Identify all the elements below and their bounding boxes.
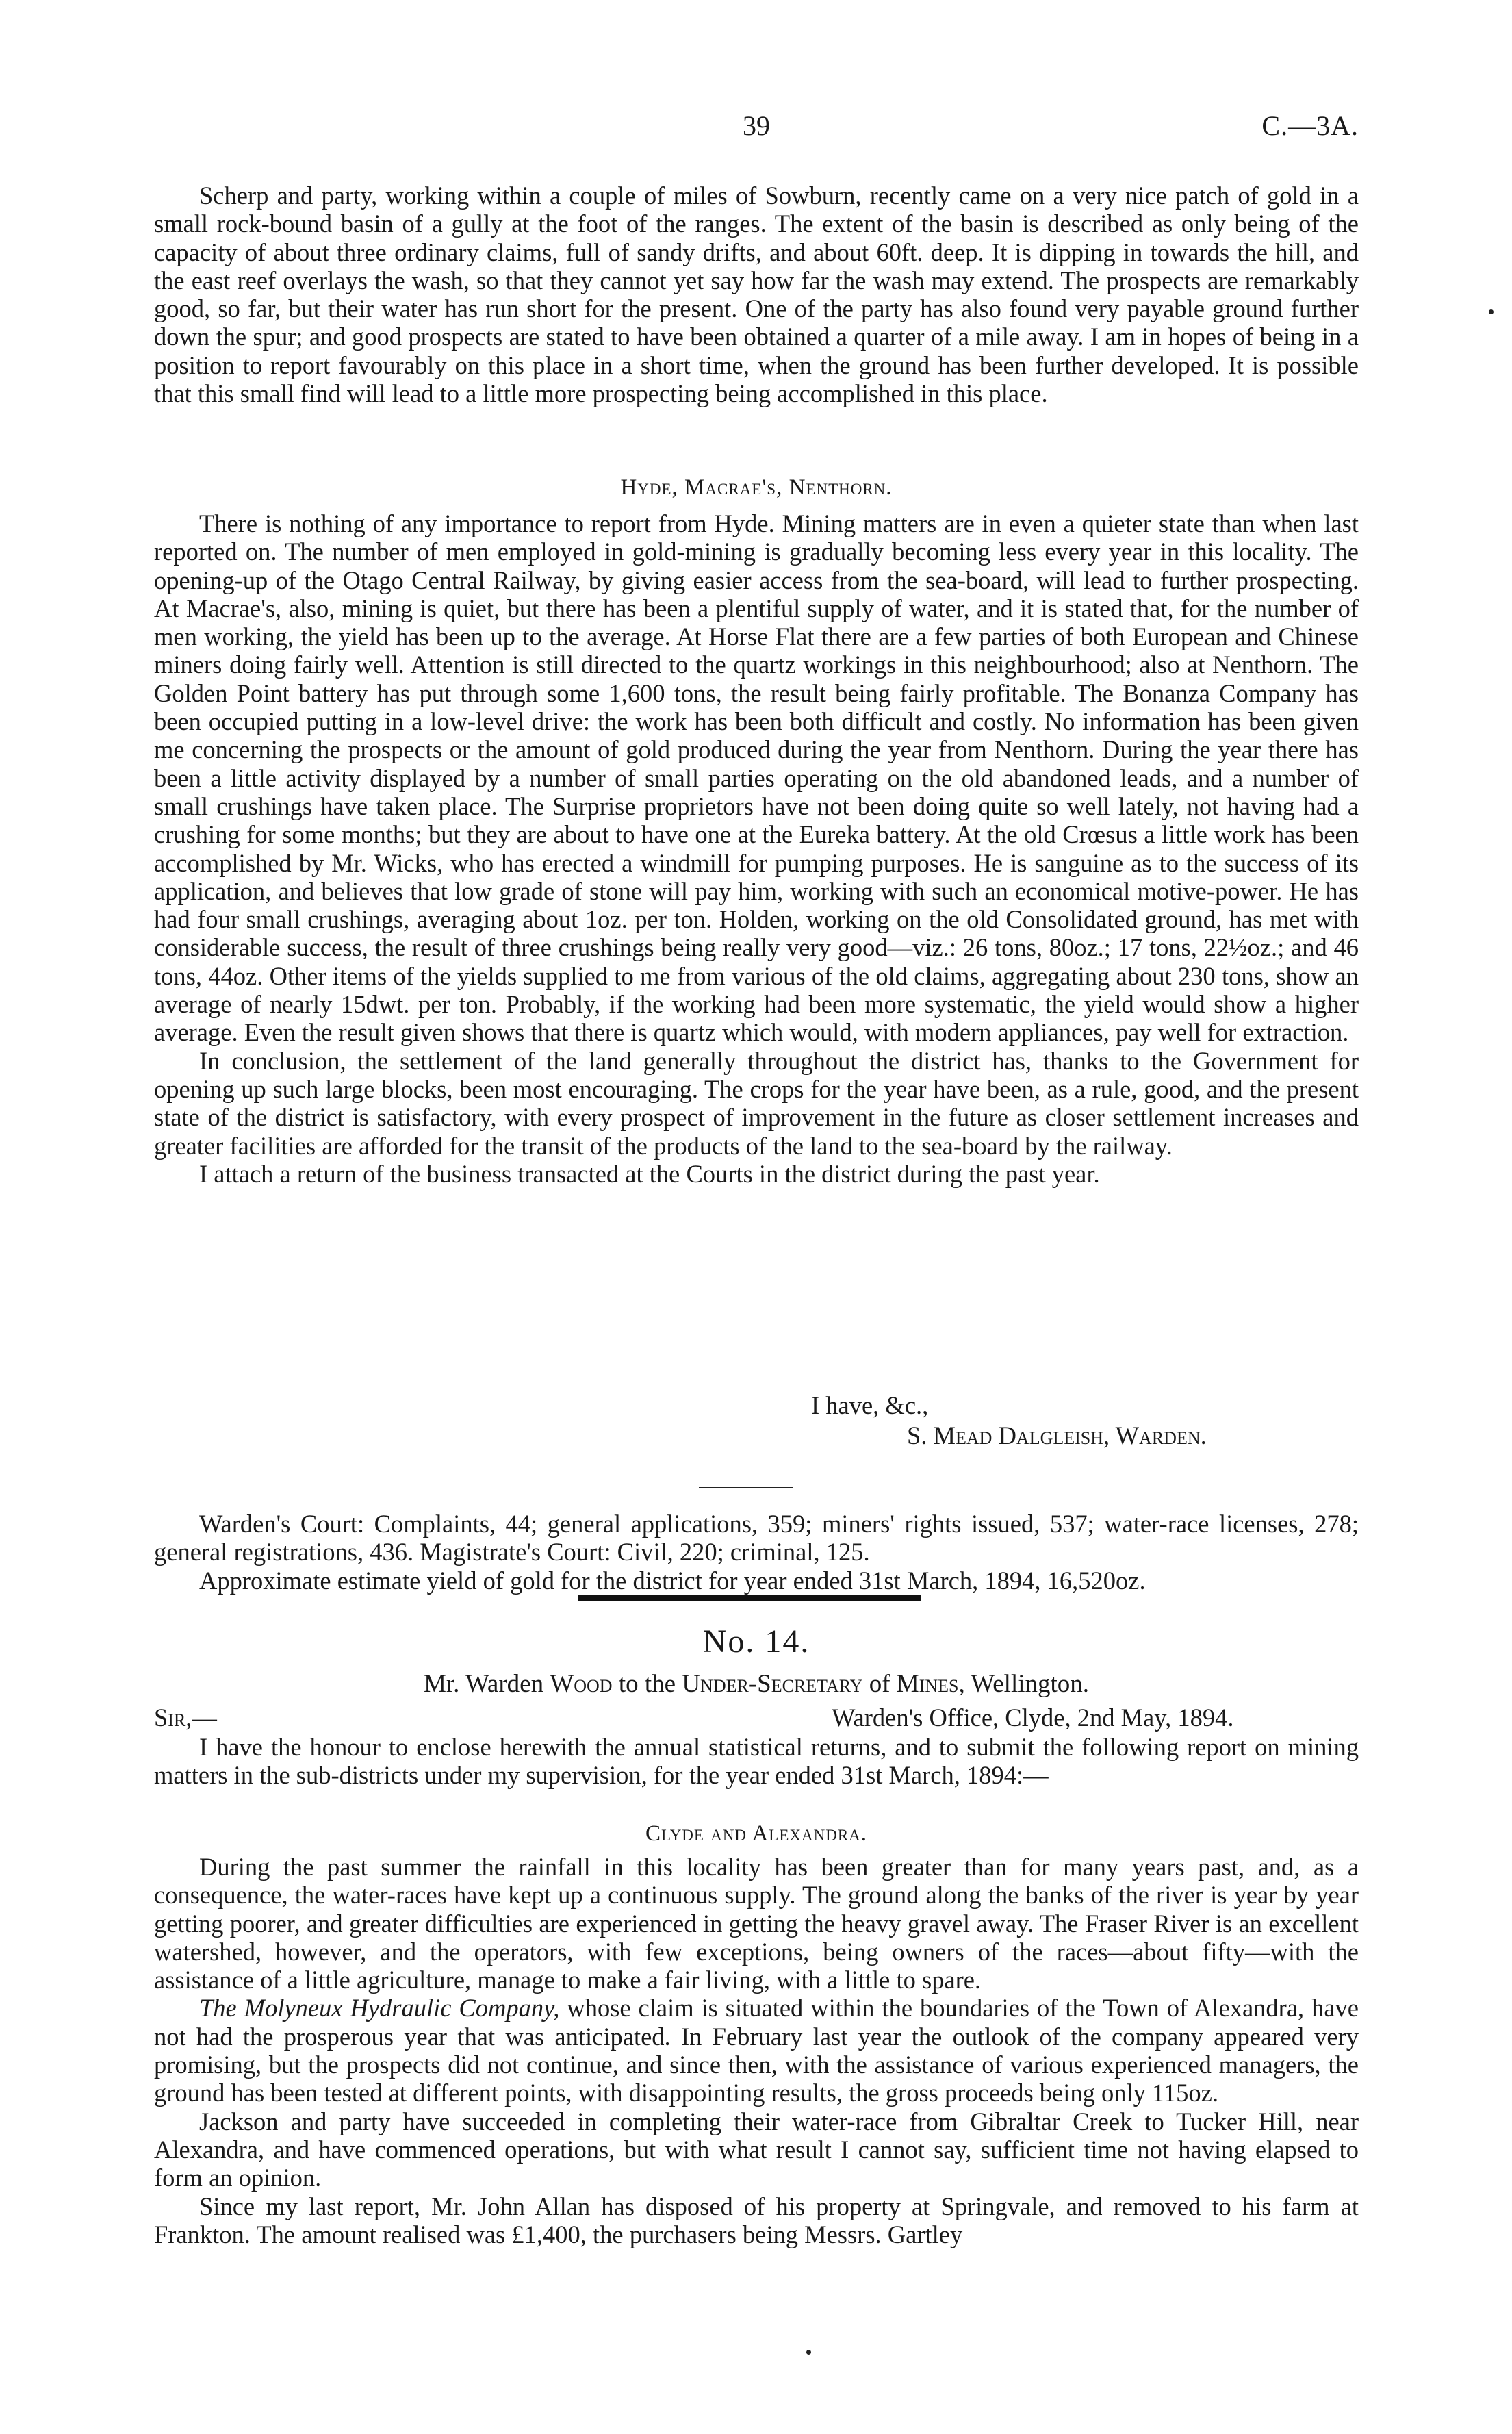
paragraph-body: whose claim is situated within the boundaries of the Town of Alexandra, have not had the prosperous year that was anticipated. In February last year the outlook of the company appeared very promising, but the prospects did not continue, and since then, with the assistance of various experienced managers, the ground has been tested at different points, with disappointing results, the gross proceeds being only 115oz. (154, 1994, 1359, 2107)
section-divider (578, 1595, 921, 1601)
addressee-dept: Mines (896, 1670, 959, 1698)
paragraph: Jackson and party have succeeded in completing their water-race from Gibraltar Creek to Tucker Hill, near Alexandra, and have commenced operations, but with what result I cannot say, sufficient time not having elapsed to form an opinion. (154, 2107, 1359, 2192)
intro (154, 1733, 1359, 1790)
section-heading: Clyde and Alexandra. (645, 1821, 868, 1846)
divider (699, 1487, 793, 1488)
addressee-of: of (862, 1670, 897, 1698)
company-name: The Molyneux Hydraulic Company, (199, 1994, 560, 2023)
paragraph (154, 1994, 1359, 2107)
paragraph: Since my last report, Mr. John Allan has disposed of his property at Springvale, and removed to his farm at Frankton. The amount realised was £1,400, the purchasers being Messrs. Gartley (154, 2192, 1359, 2248)
addressee-place: , Wellington. (958, 1670, 1090, 1698)
speck-mark (1489, 309, 1494, 314)
speck-mark (806, 2350, 811, 2355)
returns-yield: Approximate estimate yield of gold for the district for year ended 31st March, 1894, 16,520oz. (199, 1566, 1146, 1595)
paragraph: In conclusion, the settlement of the land generally throughout the district has, thanks to the Government for opening up such large blocks, been most encouraging. The crops for the year have been, as a rule, good, and the present state of the district is satisfactory, with every prospect of improvement in the future as closer settlement increases and greater facilities are afforded for the transit of the products of the land to the sea-board by the railway. (154, 1046, 1359, 1160)
paragraph: There is nothing of any importance to report from Hyde. Mining matters are in even a quieter state than when last reported on. The number of men employed in gold-mining is gradually becoming less every year in this locality. The opening-up of the Otago Central Railway, by giving easier access from the sea-board, will lead to further prospecting. At Macrae's, also, mining is quiet, but there has been a plentiful supply of water, and it is stated that, for the number of men working, the yield has been up to the average. At Horse Flat there are a few parties of both European and Chinese miners doing fairly well. Attention is still directed to the quartz workings in this neighbourhood; also at Nenthorn. The Golden Point battery has put through some 1,600 tons, the result being fairly profitable. The Bonanza Company has been occupied putting in a low-level drive: the work has been both difficult and costly. No information has been given me concerning the prospects or the amount of gold produced during the year from Nenthorn. During the year there has been a little activity displayed by a number of small parties operating on the old abandoned leads, and a number of small crushings have taken place. The Surprise proprietors have not been doing quite so well lately, not having had a crushing for some months; but they are about to have one at the Eureka battery. At the old Crœsus a little work has been accomplished by Mr. Wicks, who has erected a windmill for pumping purposes. He is sanguine as to the success of its application, and believes that low grade of stone will pay him, working with such an economical motive-power. He has had four small crushings, averaging about 1oz. per ton. Holden, working on the old Consolidated ground, has met with considerable success, the result of three crushings being really very good—viz.: 26 tons, 80oz.; 17 tons, 22½oz.; and 46 tons, 44oz. Other items of the yields supplied to me from various of the old claims, aggregating about 230 tons, show an average of nearly 15dwt. per ton. Probably, if the working had been more systematic, the yield would show a higher average. Even the result given shows that there is quartz which would, with modern appliances, pay well for extraction. (154, 509, 1359, 1047)
paragraph: I have the honour to enclose herewith the annual statistical returns, and to submit the following report on mining matters in the sub-districts under my supervision, for the year ended 31st March, 1894:— (154, 1733, 1359, 1790)
paragraph: During the past summer the rainfall in this locality has been greater than for many years past, and, as a consequence, the water-races have kept up a continuous supply. The ground along the banks of the river is year by year getting poorer, and greater difficulties are experienced in getting the heavy gravel away. The Fraser River is an excellent watershed, however, and the operators, with few exceptions, being owners of the races—about fifty—with the assistance of a little agriculture, manage to make a fair living, with a little to spare. (154, 1853, 1359, 1994)
closing: I have, &c., (811, 1391, 929, 1419)
hyde-section (154, 509, 1359, 1188)
court-returns (154, 1510, 1359, 1595)
addressee-title: Under-Secretary (682, 1670, 863, 1698)
returns-line: Warden's Court: Complaints, 44; general applications, 359; miners' rights issued, 537; water-race licenses, 278; general registrations, 436. Magistrate's Court: Civil, 220; criminal, 125. (154, 1510, 1359, 1567)
addressee-mid: to the (612, 1670, 682, 1698)
paragraph: I attach a return of the business transacted at the Courts in the district during the past year. (199, 1159, 1100, 1188)
addressee-prefix: Mr. Warden (423, 1670, 550, 1698)
clyde-section (154, 1853, 1359, 2248)
addressee-line (154, 1669, 1359, 1699)
report-number: No. 14. (702, 1623, 810, 1660)
section-heading: Hyde, Macrae's, Nenthorn. (620, 475, 893, 500)
salutation: Sir,— (154, 1703, 217, 1732)
addressee-name: Wood (550, 1670, 613, 1698)
page-number: 39 (743, 110, 770, 141)
sowburn-section (154, 181, 1359, 407)
dateline: Warden's Office, Clyde, 2nd May, 1894. (832, 1703, 1234, 1732)
document-reference: C.—3A. (1261, 110, 1359, 141)
signature: S. Mead Dalgleish, Warden. (907, 1421, 1207, 1449)
page-header (154, 110, 1359, 151)
paragraph: Scherp and party, working within a couple of miles of Sowburn, recently came on a very nice patch of gold in a small rock-bound basin of a gully at the foot of the ranges. The extent of the basin is described as only being of the capacity of about three ordinary claims, full of sandy drifts, and about 60ft. deep. It is dipping in towards the hill, and the east reef overlays the wash, so that they cannot yet say how far the wash may extend. The prospects are remarkably good, so far, but their water has run short for the present. One of the party has also found very payable ground further down the spur; and good prospects are stated to have been obtained a quarter of a mile away. I am in hopes of being in a position to report favourably on this place in a short time, when the ground has been further developed. It is possible that this small find will lead to a little more prospecting being accomplished in this place. (154, 181, 1359, 408)
